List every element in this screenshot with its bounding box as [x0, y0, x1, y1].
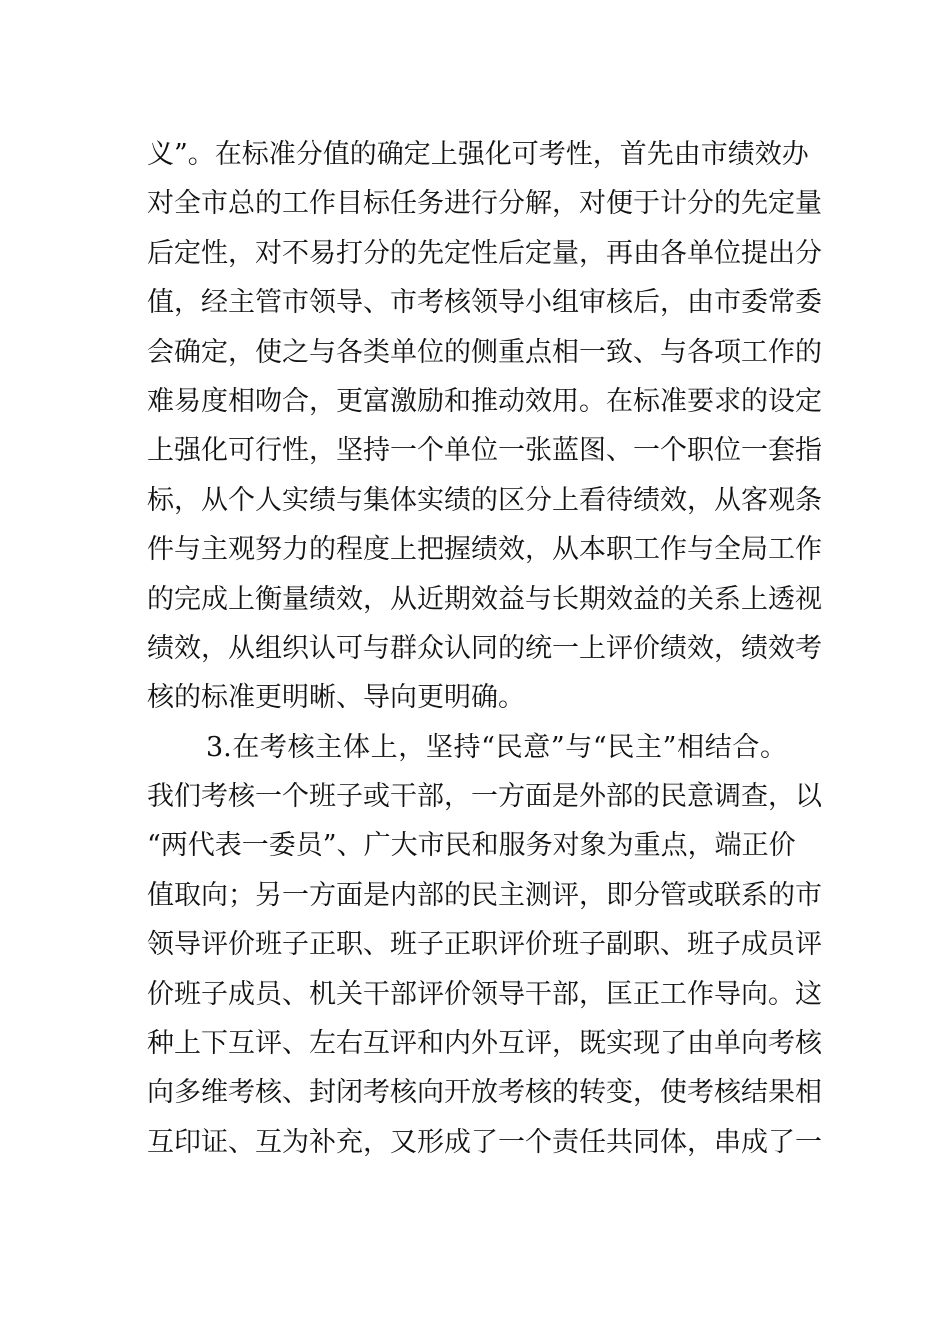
- section-heading-line: 3.在考核主体上，坚持“民意”与“民主”相结合。: [206, 731, 787, 763]
- text-line: 难易度相吻合，更富激励和推动效用。在标准要求的设定: [147, 385, 822, 417]
- text-line: 绩效，从组织认可与群众认同的统一上评价绩效，绩效考: [147, 632, 822, 664]
- text-line: 标，从个人实绩与集体实绩的区分上看待绩效，从客观条: [147, 484, 822, 516]
- text-line: 的完成上衡量绩效，从近期效益与长期效益的关系上透视: [147, 583, 822, 615]
- text-line: 件与主观努力的程度上把握绩效，从本职工作与全局工作: [147, 534, 822, 566]
- text-line: 义”。在标准分值的确定上强化可考性，首先由市绩效办: [147, 139, 809, 170]
- text-line: 值，经主管市领导、市考核领导小组审核后，由市委常委: [147, 287, 822, 319]
- text-line: 后定性，对不易打分的先定性后定量，再由各单位提出分: [147, 237, 822, 269]
- text-line: 种上下互评、左右互评和内外互评，既实现了由单向考核: [147, 1028, 822, 1060]
- text-line: 上强化可行性，坚持一个单位一张蓝图、一个职位一套指: [147, 435, 822, 467]
- text-line: “两代表一委员”、广大市民和服务对象为重点，端正价: [147, 830, 796, 862]
- text-line: 价班子成员、机关干部评价领导干部，匡正工作导向。这: [147, 978, 822, 1010]
- text-line: 核的标准更明晰、导向更明确。: [147, 682, 525, 714]
- text-line: 向多维考核、封闭考核向开放考核的转变，使考核结果相: [147, 1077, 822, 1109]
- text-line: 对全市总的工作目标任务进行分解，对便于计分的先定量: [147, 188, 822, 220]
- text-line: 我们考核一个班子或干部，一方面是外部的民意调查，以: [147, 781, 822, 813]
- text-line: 领导评价班子正职、班子正职评价班子副职、班子成员评: [147, 929, 822, 961]
- text-line: 会确定，使之与各类单位的侧重点相一致、与各项工作的: [147, 336, 822, 368]
- text-line: 值取向；另一方面是内部的民主测评，即分管或联系的市: [147, 879, 822, 911]
- body-text: [147, 130, 822, 1167]
- text-line: 互印证、互为补充，又形成了一个责任共同体，串成了一: [147, 1126, 822, 1158]
